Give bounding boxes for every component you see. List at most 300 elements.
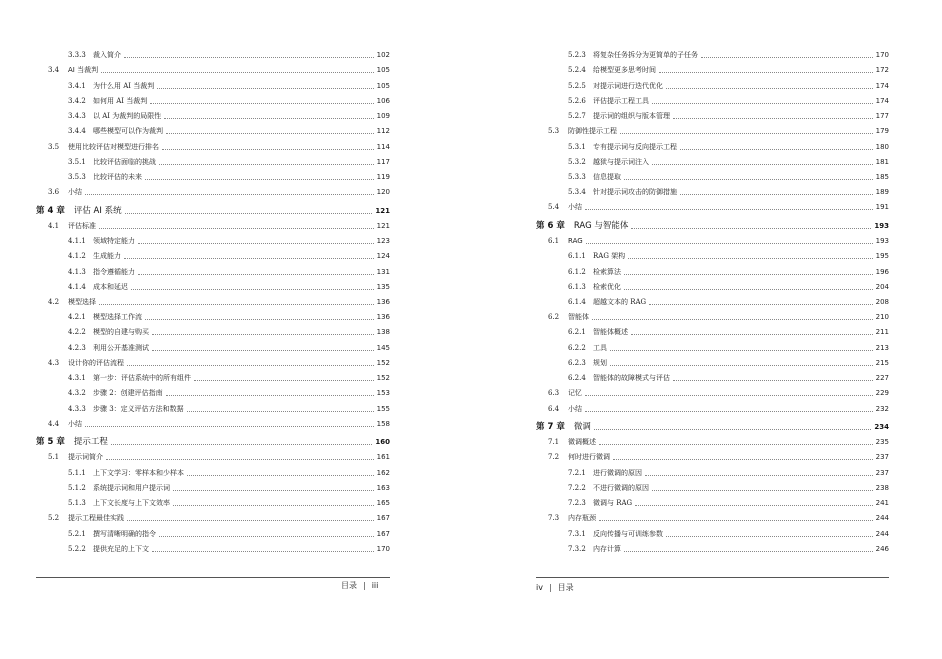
toc-entry-page: 131 [376,267,390,276]
toc-entry-number: 5.3.3 [568,172,586,181]
toc-entry-title: 提供充足的上下文 [93,544,149,553]
toc-entry-page: 136 [376,313,390,322]
toc-entry-title: 比较评估的未来 [93,172,142,181]
toc-entry-title: 内存瓶颈 [568,514,596,523]
toc-subsection[interactable] [36,478,390,493]
toc-subsection[interactable] [536,277,889,292]
toc-entry-number: 6.3 [548,389,560,398]
toc-subsection[interactable] [536,292,889,307]
footer-separator: | [363,581,366,590]
dot-leader [124,57,374,58]
toc-entry-number: 6.1.3 [568,282,586,291]
toc-subsection[interactable] [536,353,889,368]
footer-rule-left [36,577,390,578]
toc-entry-number: 第 6 章 [536,220,565,231]
toc-subsection[interactable] [36,493,390,508]
toc-entry-page: 244 [875,529,889,538]
toc-entry-title: 哪些模型可以作为裁判 [93,127,163,136]
toc-entry-title: 评估 AI 系统 [73,205,122,216]
toc-entry-page: 213 [875,343,889,352]
dot-leader [628,258,872,259]
dot-leader [666,88,873,89]
toc-subsection[interactable] [536,152,889,167]
footer-page-number: iv [536,583,543,592]
toc-entry-number: 5.3.1 [568,142,586,151]
toc-entry-page: 102 [376,51,390,60]
toc-entry-number: 6.2.1 [568,328,586,337]
toc-subsection[interactable] [536,539,889,554]
footer-left [341,580,378,591]
dot-leader [164,118,373,119]
toc-entry-page: 106 [376,96,390,105]
toc-entry-title: 使用比较评估对模型进行排名 [68,142,159,151]
dot-leader [666,536,873,537]
toc-entry-page: 234 [874,423,889,432]
toc-entry-title: 记忆 [568,389,582,398]
toc-entry-title: 微调概述 [568,438,596,447]
toc-entry-page: 160 [375,438,390,447]
toc-entry-page: 158 [376,419,390,428]
toc-section[interactable] [36,136,390,151]
toc-entry-title: 小结 [68,188,82,197]
toc-entry-number: 7.3.1 [568,529,586,538]
toc-entry-page: 114 [376,142,390,151]
toc-subsection[interactable] [536,136,889,151]
toc-entry-title: 上下文学习：零样本和少样本 [93,468,184,477]
toc-subsection[interactable] [536,523,889,538]
toc-entry-page: 174 [875,96,889,105]
toc-entry-page: 189 [875,188,889,197]
toc-subsection[interactable] [36,462,390,477]
toc-section[interactable] [536,307,889,322]
toc-entry-title: 智能体概述 [593,328,628,337]
toc-entry-page: 120 [376,188,390,197]
dot-leader [624,274,873,275]
toc-entry-title: 提示工程 [73,437,108,448]
toc-subsection[interactable] [36,91,390,106]
toc-chapter[interactable] [36,197,390,216]
toc-subsection[interactable] [536,91,889,106]
toc-entry-title: 提示词简介 [68,453,103,462]
toc-entry-number: 3.4 [48,66,60,75]
toc-entry-title: AI 当裁判 [68,66,99,75]
toc-entry-number: 3.5.3 [68,172,86,181]
dot-leader [166,133,374,134]
toc-section[interactable] [536,231,889,246]
toc-entry-number: 6.1.2 [568,267,586,276]
dot-leader [624,179,873,180]
toc-subsection[interactable] [536,462,889,477]
toc-entry-title: 撰写清晰明确的指令 [93,529,156,538]
toc-entry-number: 3.5 [48,142,60,151]
toc-entry-page: 123 [376,237,390,246]
toc-entry-title: 规划 [593,358,607,367]
toc-subsection[interactable] [36,322,390,337]
toc-entry-number: 5.2 [48,514,60,523]
toc-entry-title: 比较评估面临的挑战 [93,157,156,166]
toc-entry-number: 4.4 [48,419,60,428]
toc-entry-title: 裁入简介 [93,51,121,60]
toc-entry-number: 5.1 [48,453,60,462]
dot-leader [624,289,873,290]
toc-subsection[interactable] [536,478,889,493]
toc-entry-number: 5.3 [548,127,560,136]
toc-entry-page: 135 [376,282,390,291]
dot-leader [585,209,873,210]
toc-entry-title: 模型选择工作流 [93,313,142,322]
toc-section[interactable] [536,432,889,447]
dot-leader [125,213,373,214]
toc-entry-title: 检索优化 [593,282,621,291]
dot-leader [173,505,374,506]
dot-leader [187,475,374,476]
toc-entry-page: 152 [376,374,390,383]
toc-section[interactable] [536,121,889,136]
toc-entry-title: 评估提示工程工具 [593,96,649,105]
toc-subsection[interactable] [36,231,390,246]
dot-leader [138,243,374,244]
toc-subsection[interactable] [36,337,390,352]
toc-subsection[interactable] [36,523,390,538]
dot-leader [162,149,374,150]
toc-entry-title: 小结 [568,404,582,413]
toc-entry-number: 6.1.1 [568,252,586,261]
toc-section[interactable] [36,292,390,307]
toc-entry-title: RAG 架构 [593,252,626,261]
toc-entry-number: 3.5.1 [68,157,86,166]
footer-label: 目录 [341,581,357,590]
footer-label: 目录 [557,583,574,592]
dot-leader [127,365,374,366]
toc-entry-page: 181 [875,157,889,166]
toc-entry-number: 4.2.2 [68,328,86,337]
footer-separator: | [548,583,552,592]
toc-entry-title: 成本和延迟 [93,282,128,291]
toc-entry-title: 领域特定能力 [93,237,135,246]
toc-subsection[interactable] [36,261,390,276]
toc-entry-title: 生成能力 [93,252,121,261]
dot-leader [701,57,873,58]
toc-entry-page: 167 [376,529,390,538]
toc-subsection[interactable] [36,167,390,182]
toc-entry-title: 为什么用 AI 当裁判 [93,81,155,90]
toc-entry-title: 工具 [593,343,607,352]
toc-section[interactable] [536,447,889,462]
toc-subsection[interactable] [36,277,390,292]
dot-leader [152,551,374,552]
dot-leader [680,194,873,195]
dot-leader [159,164,374,165]
dot-leader [106,459,374,460]
dot-leader [645,475,873,476]
toc-subsection[interactable] [536,167,889,182]
toc-subsection[interactable] [36,368,390,383]
toc-entry-page: 193 [875,237,889,246]
toc-entry-page: 172 [875,66,889,75]
toc-entry-number: 3.6 [48,188,60,197]
footer-page-number: iii [371,581,379,590]
toc-entry-number: 5.3.2 [568,157,586,166]
toc-subsection[interactable] [536,182,889,197]
toc-entry-title: 利用公开基准测试 [93,343,149,352]
toc-entry-number: 7.3 [548,514,560,523]
dot-leader [610,350,873,351]
toc-entry-number: 3.3.3 [68,51,86,60]
dot-leader [652,490,873,491]
toc-entry-title: 专有提示词与反向提示工程 [593,142,677,151]
toc-entry-page: 136 [376,298,390,306]
toc-entry-number: 4.3.1 [68,374,86,383]
toc-entry-title: 提示工程最佳实践 [68,514,124,523]
toc-entry-number: 7.3.2 [568,544,586,553]
toc-entry-title: 进行微调的原因 [593,468,642,477]
dot-leader [152,350,374,351]
toc-entry-number: 6.2.4 [568,374,586,383]
toc-entry-number: 6.2.2 [568,343,586,352]
toc-list-left [36,45,390,554]
toc-chapter[interactable] [536,414,889,433]
toc-subsection[interactable] [536,60,889,75]
toc-entry-title: 以 AI 为裁判的局限性 [93,112,162,121]
toc-entry-number: 3.4.4 [68,127,86,136]
toc-entry-title: 针对提示词攻击的防御措施 [593,188,677,197]
toc-entry-page: 177 [875,112,889,121]
toc-subsection[interactable] [536,368,889,383]
toc-entry-number: 5.3.4 [568,188,586,197]
toc-entry-page: 235 [875,438,889,447]
toc-chapter[interactable] [536,212,889,231]
toc-subsection[interactable] [536,337,889,352]
toc-entry-page: 208 [875,298,889,306]
toc-entry-number: 5.4 [548,203,560,212]
toc-entry-page: 165 [376,499,390,508]
toc-entry-number: 5.1.1 [68,468,86,477]
toc-entry-title: 微调 [573,422,591,433]
toc-section[interactable] [536,197,889,212]
toc-entry-title: 检索算法 [593,267,621,276]
dot-leader [173,490,374,491]
toc-section[interactable] [36,60,390,75]
toc-entry-number: 第 5 章 [36,437,65,448]
toc-entry-number: 4.2.1 [68,313,86,322]
toc-subsection[interactable] [36,75,390,90]
toc-entry-page: 170 [376,544,390,553]
dot-leader [659,72,873,73]
dot-leader [599,444,873,445]
toc-entry-number: 6.4 [548,404,560,413]
toc-entry-page: 155 [376,404,390,413]
toc-entry-title: 系统提示词和用户提示词 [93,483,170,492]
toc-entry-page: 244 [875,514,889,523]
toc-entry-page: 105 [376,81,390,90]
toc-section[interactable] [536,383,889,398]
toc-entry-page: 121 [375,206,390,215]
dot-leader [124,258,374,259]
toc-entry-number: 6.2.3 [568,358,586,367]
toc-subsection[interactable] [36,383,390,398]
toc-entry-title: 越狱与提示词注入 [593,157,649,166]
toc-entry-page: 191 [875,203,889,212]
toc-entry-title: 提示词的组织与版本管理 [593,112,670,121]
dot-leader [586,243,873,244]
toc-entry-title: 防御性提示工程 [568,127,617,136]
toc-entry-number: 5.2.7 [568,112,586,121]
toc-entry-title: 步骤 2：创建评估指南 [93,389,163,398]
toc-subsection[interactable] [536,106,889,121]
toc-entry-title: 模型选择 [68,298,96,306]
toc-entry-page: 174 [875,81,889,90]
toc-entry-page: 229 [875,389,889,398]
toc-entry-number: 5.2.1 [68,529,86,538]
dot-leader [127,520,374,521]
toc-entry-page: 215 [875,358,889,367]
toc-entry-page: 161 [376,453,390,462]
toc-entry-title: 评估标准 [68,221,96,230]
dot-leader [631,334,873,335]
toc-entry-number: 5.1.2 [68,483,86,492]
toc-entry-page: 204 [875,282,889,291]
dot-leader [631,228,871,229]
dot-leader [673,380,873,381]
toc-subsection[interactable] [36,152,390,167]
toc-section[interactable] [36,508,390,523]
toc-entry-page: 237 [875,468,889,477]
toc-entry-page: 211 [875,328,889,337]
toc-entry-page: 237 [875,453,889,462]
toc-entry-number: 4.1.1 [68,237,86,246]
toc-subsection[interactable] [36,539,390,554]
toc-section[interactable] [536,508,889,523]
toc-entry-number: 4.1.3 [68,267,86,276]
toc-section[interactable] [36,216,390,231]
toc-entry-page: 112 [376,127,390,136]
toc-subsection[interactable] [36,121,390,136]
dot-leader [131,289,374,290]
toc-entry-number: 第 7 章 [536,422,565,433]
dot-leader [145,179,374,180]
toc-entry-number: 5.2.6 [568,96,586,105]
toc-section[interactable] [536,398,889,413]
dot-leader [652,164,873,165]
toc-section[interactable] [36,447,390,462]
dot-leader [99,304,374,305]
toc-entry-title: 给模型更多思考时间 [593,66,656,75]
footer-right [536,582,574,593]
toc-subsection[interactable] [536,261,889,276]
dot-leader [138,274,374,275]
toc-subsection[interactable] [36,106,390,121]
dot-leader [680,149,873,150]
toc-entry-number: 4.1 [48,221,60,230]
toc-entry-page: 163 [376,483,390,492]
toc-entry-page: 167 [376,514,390,523]
toc-entry-number: 6.2 [548,313,560,322]
toc-subsection[interactable] [36,398,390,413]
toc-entry-page: 193 [874,221,889,230]
toc-entry-number: 5.1.3 [68,499,86,508]
dot-leader [99,228,374,229]
toc-entry-title: 上下文长度与上下文效率 [93,499,170,508]
toc-section[interactable] [36,182,390,197]
toc-subsection[interactable] [536,246,889,261]
toc-subsection[interactable] [536,75,889,90]
toc-entry-number: 5.2.5 [568,81,586,90]
toc-entry-page: 119 [376,172,390,181]
dot-leader [157,88,373,89]
toc-entry-page: 162 [376,468,390,477]
footer-rule-right [536,577,889,578]
toc-entry-page: 124 [376,252,390,261]
toc-section[interactable] [36,353,390,368]
dot-leader [111,444,373,445]
toc-entry-page: 238 [875,483,889,492]
toc-subsection[interactable] [36,246,390,261]
toc-entry-page: 227 [875,374,889,383]
toc-list-right [536,45,889,554]
toc-entry-title: 何时进行微调 [568,453,610,462]
toc-entry-title: 小结 [68,419,82,428]
toc-chapter[interactable] [36,429,390,448]
toc-entry-number: 4.3.3 [68,404,86,413]
toc-entry-title: 智能体 [568,313,589,322]
toc-entry-number: 4.3.2 [68,389,86,398]
toc-entry-title: 将复杂任务拆分为更简单的子任务 [593,51,698,60]
toc-subsection[interactable] [536,322,889,337]
toc-entry-number: 5.2.3 [568,51,586,60]
dot-leader [592,319,873,320]
toc-entry-title: RAG [568,237,583,246]
toc-entry-page: 121 [376,221,390,230]
toc-subsection[interactable] [36,45,390,60]
toc-entry-number: 3.4.3 [68,112,86,121]
dot-leader [652,103,873,104]
toc-entry-page: 196 [875,267,889,276]
dot-leader [635,505,872,506]
toc-entry-number: 7.2 [548,453,560,462]
toc-entry-title: 步骤 3：定义评估方法和数据 [93,404,184,413]
dot-leader [145,319,374,320]
toc-entry-title: 不进行微调的原因 [593,483,649,492]
toc-entry-title: 信息提取 [593,172,621,181]
toc-entry-title: 智能体的故障模式与评估 [593,374,670,383]
toc-entry-number: 7.2.3 [568,499,586,508]
toc-subsection[interactable] [36,307,390,322]
toc-entry-title: RAG 与智能体 [573,220,629,231]
dot-leader [594,429,872,430]
toc-entry-number: 7.2.1 [568,468,586,477]
toc-entry-page: 195 [875,252,889,261]
toc-subsection[interactable] [536,493,889,508]
dot-leader [673,118,873,119]
dot-leader [101,72,374,73]
toc-entry-page: 138 [376,328,390,337]
toc-subsection[interactable] [536,45,889,60]
dot-leader [85,194,374,195]
toc-entry-page: 180 [875,142,889,151]
toc-entry-title: 微调与 RAG [593,499,633,508]
dot-leader [610,365,873,366]
toc-entry-page: 185 [875,172,889,181]
toc-entry-title: 超越文本的 RAG [593,298,647,306]
toc-entry-page: 117 [376,157,390,166]
toc-entry-number: 7.1 [548,438,560,447]
toc-entry-page: 170 [875,51,889,60]
dot-leader [624,551,873,552]
dot-leader [620,133,873,134]
toc-entry-page: 210 [875,313,889,322]
toc-entry-number: 4.2 [48,298,60,306]
toc-section[interactable] [36,414,390,429]
